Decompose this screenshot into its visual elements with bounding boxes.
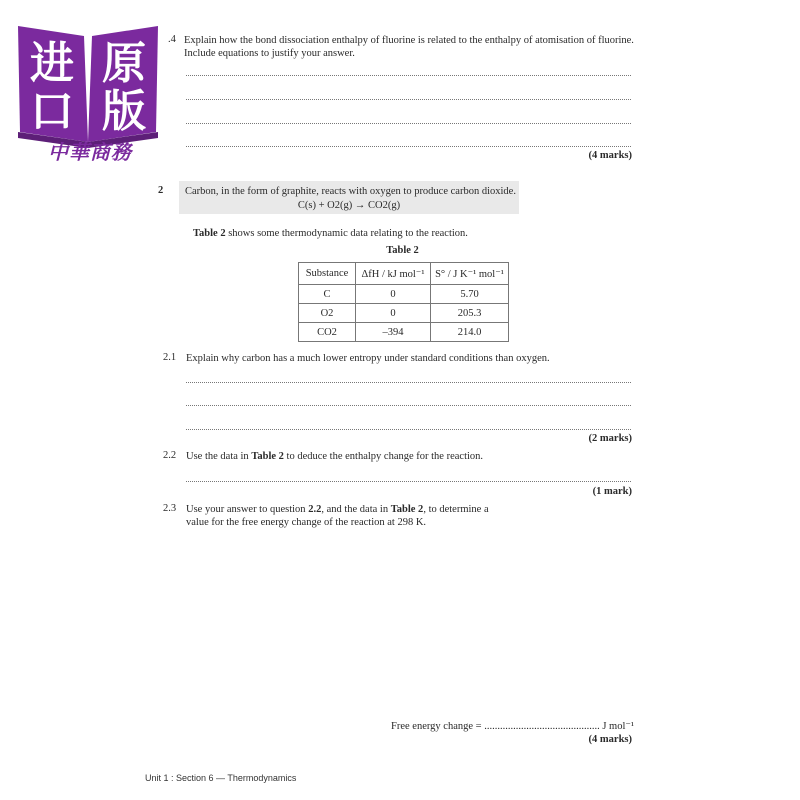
answer-line[interactable] — [186, 382, 631, 383]
table-row — [299, 323, 509, 342]
question-text — [186, 503, 489, 529]
question-line: Include equations to justify your answer. — [184, 48, 355, 59]
free-energy-answer-field[interactable]: Free energy change = ............................................ J mol⁻¹ — [391, 721, 635, 732]
table-cell: –394 — [356, 323, 431, 342]
table-header: ΔfH / kJ mol⁻¹ — [356, 263, 431, 285]
question-number: .4 — [168, 34, 176, 45]
reaction-equation: C(s) + O2(g) → CO2(g) — [297, 200, 401, 211]
table-ref: Table 2 — [193, 228, 226, 239]
marks-label: (4 marks) — [588, 150, 632, 161]
table-header: S° / J K⁻¹ mol⁻¹ — [431, 263, 509, 285]
table-intro — [193, 227, 468, 240]
question-number: 2 — [158, 185, 164, 196]
page-footer: Unit 1 : Section 6 — Thermodynamics — [145, 773, 297, 783]
table-cell: 0 — [356, 304, 431, 323]
marks-label: (4 marks) — [588, 734, 632, 745]
logo-char-1: 进 — [30, 38, 74, 89]
table-intro-text: shows some thermodynamic data relating to the reaction. — [225, 228, 468, 239]
table-cell: 0 — [356, 285, 431, 304]
logo-char-2: 原 — [102, 38, 146, 89]
question-ref: 2.2 — [308, 504, 322, 515]
table-title: Table 2 — [386, 245, 419, 256]
marks-label: (1 mark) — [592, 486, 632, 497]
answer-line[interactable] — [186, 481, 631, 482]
answer-line[interactable] — [186, 429, 631, 430]
table-cell: C — [299, 285, 356, 304]
table-header: Substance — [299, 263, 356, 285]
table-ref: Table 2 — [390, 504, 424, 515]
question-text-part: Use your answer to question — [186, 504, 309, 515]
question-text — [186, 450, 483, 463]
question-text-part: , to determine a — [423, 504, 489, 515]
thermodynamic-data-table — [298, 262, 509, 342]
answer-line[interactable] — [186, 99, 631, 100]
table-header-row — [299, 263, 509, 285]
question-text-part: Use the data in — [186, 451, 252, 462]
question-line: value for the free energy change of the reaction at 298 K. — [186, 517, 427, 528]
question-text — [184, 34, 644, 60]
question-line — [186, 503, 489, 516]
logo-char-4: 版 — [102, 86, 146, 137]
question-intro: Carbon, in the form of graphite, reacts with oxygen to produce carbon dioxide. — [185, 186, 516, 197]
table-cell: 214.0 — [431, 323, 509, 342]
table-cell: 205.3 — [431, 304, 509, 323]
answer-line[interactable] — [186, 146, 631, 147]
answer-line[interactable] — [186, 75, 631, 76]
question-number: 2.3 — [163, 503, 177, 514]
table-cell: 5.70 — [431, 285, 509, 304]
marks-label: (2 marks) — [588, 433, 632, 444]
table-cell: CO2 — [299, 323, 356, 342]
question-line: Explain how the bond dissociation enthalpy of fluorine is related to the enthalpy of atomisation of fluorine. — [184, 35, 634, 46]
answer-line[interactable] — [186, 123, 631, 124]
logo-char-3: 口 — [30, 86, 74, 137]
question-text: Explain why carbon has a much lower entropy under standard conditions than oxygen. — [186, 353, 550, 364]
answer-line[interactable] — [186, 405, 631, 406]
table-row — [299, 304, 509, 323]
table-ref: Table 2 — [251, 451, 284, 462]
question-text-part: to deduce the enthalpy change for the reaction. — [283, 451, 484, 462]
logo-caption: 中華商務 — [48, 140, 132, 164]
question-text-part: , and the data in — [321, 504, 391, 515]
question-number: 2.1 — [163, 352, 177, 363]
table-cell: O2 — [299, 304, 356, 323]
table-row — [299, 285, 509, 304]
question-number: 2.2 — [163, 450, 177, 461]
